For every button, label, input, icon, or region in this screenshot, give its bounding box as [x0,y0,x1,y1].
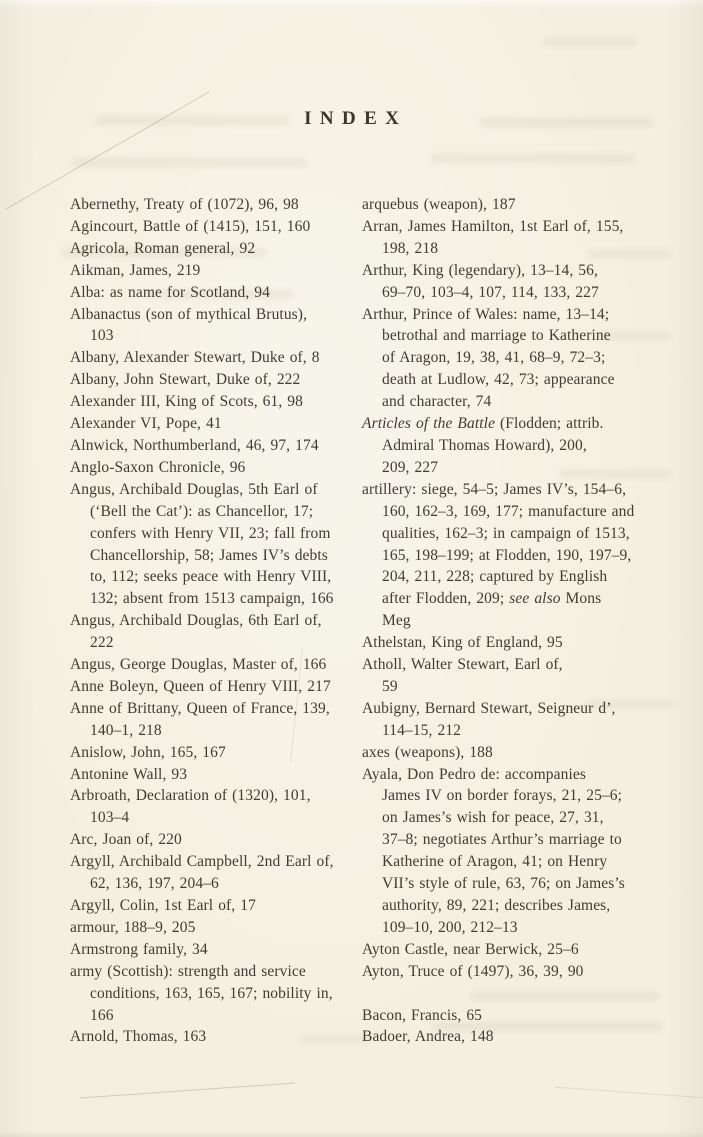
index-line: Antonine Wall, 93 [70,765,188,783]
index-line: Alexander VI, Pope, 41 [70,415,222,433]
index-line: Angus, Archibald Douglas, 5th Earl of [70,480,318,498]
index-line: and character, 74 [382,393,492,411]
index-line: Alba: as name for Scotland, 94 [70,283,270,301]
index-line: army (Scottish): strength and service [70,962,306,980]
index-line: artillery: siege, 54–5; James IV’s, 154–6, [362,480,627,498]
index-line: Anglo-Saxon Chronicle, 96 [70,458,246,476]
index-line: axes (weapons), 188 [362,743,493,761]
index-line: Argyll, Archibald Campbell, 2nd Earl of, [70,853,334,871]
paper-crease [80,1083,295,1099]
index-line: Bacon, Francis, 65 [362,1006,483,1024]
index-line: Abernethy, Treaty of (1072), 96, 98 [70,196,299,213]
index-line: Agincourt, Battle of (1415), 151, 160 [70,217,311,235]
index-line: betrothal and marriage to Katherine [382,327,611,345]
index-line: after Flodden, 209; see also Mons [382,590,602,608]
index-line: (‘Bell the Cat’): as Chancellor, 17; [90,502,314,520]
index-line: Anislow, John, 165, 167 [70,743,226,761]
index-column-left [70,194,372,1048]
index-column-right [362,194,688,1048]
index-line: Albany, John Stewart, Duke of, 222 [70,371,301,389]
index-line: 132; absent from 1513 campaign, 166 [90,590,334,608]
index-line: 69–70, 103–4, 107, 114, 133, 227 [382,283,599,301]
index-line: Alnwick, Northumberland, 46, 97, 174 [70,436,319,454]
index-line: Arc, Joan of, 220 [70,831,182,849]
index-line: 109–10, 200, 212–13 [382,918,518,936]
index-line: Aubigny, Bernard Stewart, Seigneur d’, [362,699,616,717]
index-line: Anne of Brittany, Queen of France, 139, [70,699,330,717]
index-line: Angus, George Douglas, Master of, 166 [70,656,327,674]
index-line: 222 [90,634,114,652]
index-line: Albany, Alexander Stewart, Duke of, 8 [70,349,320,367]
index-line: 204, 211, 228; captured by English [382,568,608,586]
index-line: Katherine of Aragon, 41; on Henry [382,853,608,871]
index-line: 165, 198–199; at Flodden, 190, 197–9, [382,546,632,564]
index-line: 140–1, 218 [90,721,162,739]
index-line: on James’s wish for peace, 27, 31, [382,809,604,827]
index-line: Anne Boleyn, Queen of Henry VIII, 217 [70,677,331,695]
index-line [362,983,688,1005]
index-line: 166 [90,1006,114,1024]
index-line: Agricola, Roman general, 92 [70,239,256,257]
index-line: conditions, 163, 165, 167; nobility in, [90,984,333,1002]
index-line: Arthur, King (legendary), 13–14, 56, [362,261,598,279]
index-line: Albanactus (son of mythical Brutus), [70,305,308,323]
index-line: Arran, James Hamilton, 1st Earl of, 155, [362,217,624,235]
index-line: Athelstan, King of England, 95 [362,634,563,652]
index-line: Ayala, Don Pedro de: accompanies [362,765,586,783]
index-line: Admiral Thomas Howard), 200, [382,436,587,454]
index-line: 103–4 [90,809,130,827]
index-line: 114–15, 212 [382,721,462,739]
index-line: Atholl, Walter Stewart, Earl of, [362,656,563,674]
index-line: Argyll, Colin, 1st Earl of, 17 [70,897,256,914]
index-line: Badoer, Andrea, 148 [362,1028,494,1046]
index-line: qualities, 162–3; in campaign of 1513, [382,524,630,542]
index-line: Articles of the Battle (Flodden; attrib. [362,415,604,433]
index-line: of Aragon, 19, 38, 41, 68–9, 72–3; [382,349,606,367]
index-line: Meg [382,612,411,630]
index-line: authority, 89, 221; describes James, [382,897,611,914]
index-line: armour, 188–9, 205 [70,918,196,936]
index-line: confers with Henry VII, 23; fall from [90,524,331,542]
index-line: to, 112; seeks peace with Henry VIII, [90,568,332,586]
index-line: Arthur, Prince of Wales: name, 13–14; [362,305,610,323]
index-line: Ayton Castle, near Berwick, 25–6 [362,940,579,958]
index-line: 62, 136, 197, 204–6 [90,875,219,893]
index-line: arquebus (weapon), 187 [362,196,516,213]
index-line: 103 [90,327,114,345]
paper-crease [555,1087,703,1098]
index-line: James IV on border forays, 21, 25–6; [382,787,623,805]
index-line: 198, 218 [382,239,439,257]
index-line: death at Ludlow, 42, 73; appearance [382,371,615,389]
index-line: Angus, Archibald Douglas, 6th Earl of, [70,612,322,630]
index-line: 209, 227 [382,458,439,476]
index-line: Arnold, Thomas, 163 [70,1028,207,1046]
page-title: INDEX [304,108,408,129]
index-line: Alexander III, King of Scots, 61, 98 [70,393,304,411]
index-line: Aikman, James, 219 [70,261,201,279]
index-line: Arbroath, Declaration of (1320), 101, [70,787,311,805]
show-through-ghost [430,154,635,163]
show-through-ghost [542,38,637,46]
index-line: Armstrong family, 34 [70,940,208,958]
index-line: 59 [382,677,398,695]
index-line: Ayton, Truce of (1497), 36, 39, 90 [362,962,584,980]
show-through-ghost [72,158,307,167]
index-line: Chancellorship, 58; James IV’s debts [90,546,328,564]
index-line: VII’s style of rule, 63, 76; on James’s [382,875,625,893]
index-line: 37–8; negotiates Arthur’s marriage to [382,831,622,849]
index-line: 160, 162–3, 169, 177; manufacture and [382,502,635,520]
